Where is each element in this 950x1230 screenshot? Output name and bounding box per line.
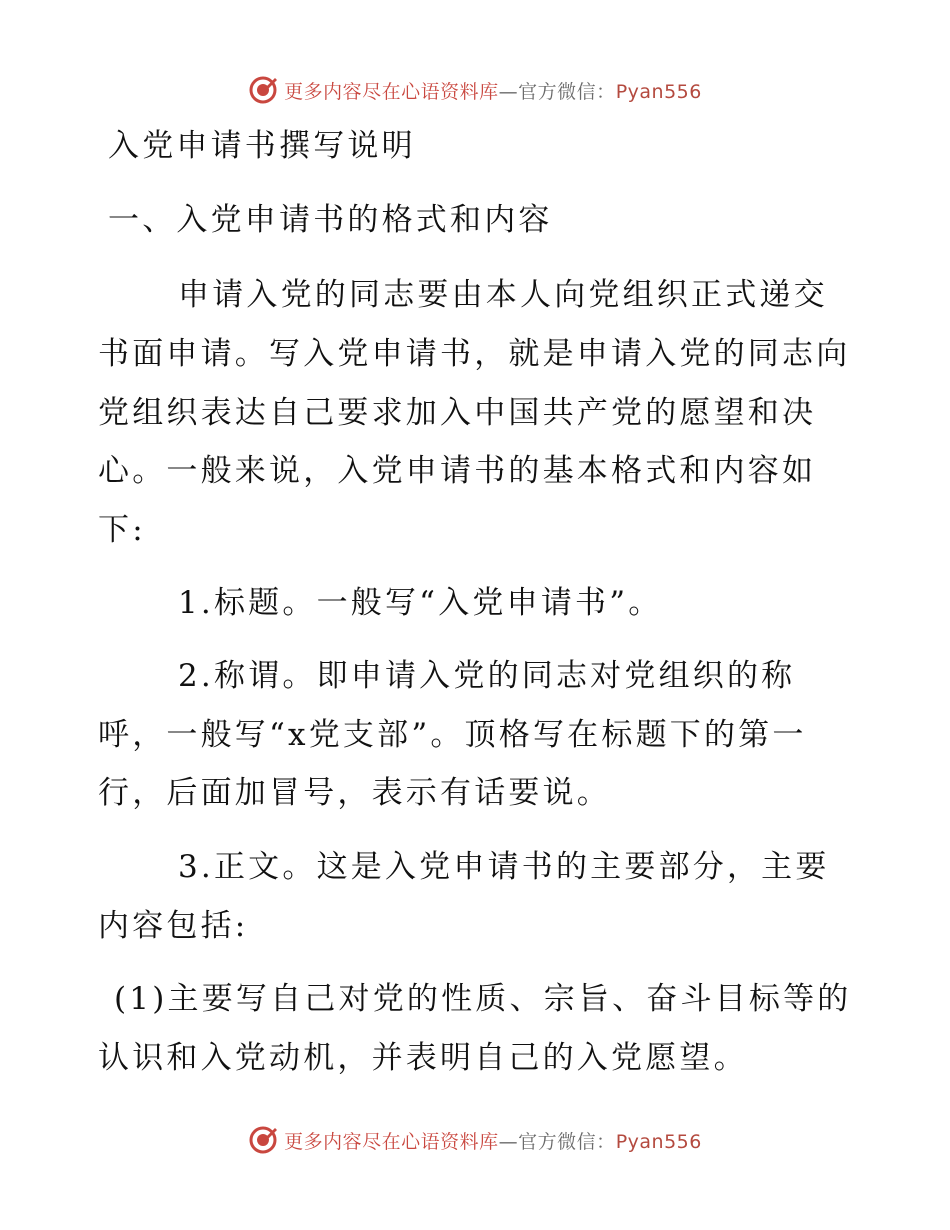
- watermark-wechat-id: Pyan556: [615, 1130, 702, 1153]
- document-title: 入党申请书撰写说明: [108, 128, 416, 164]
- header-watermark: [0, 70, 950, 110]
- watermark-main: 更多内容尽在心语资料库: [284, 80, 499, 103]
- paragraph-line: 下:: [98, 512, 146, 548]
- list-item: 3.正文。这是入党申请书的主要部分，主要: [178, 849, 830, 885]
- watermark-dash: —: [498, 1130, 519, 1153]
- watermark-wechat-id: Pyan556: [615, 80, 702, 103]
- paragraph-line: 党组织表达自己要求加入中国共产党的愿望和决: [98, 395, 817, 431]
- list-item-continuation: 行，后面加冒号，表示有话要说。: [98, 775, 611, 811]
- sub-item: (1)主要写自己对党的性质、宗旨、奋斗目标等的: [114, 981, 852, 1017]
- watermark-main: 更多内容尽在心语资料库: [284, 1130, 499, 1153]
- paragraph-line: 心。一般来说，入党申请书的基本格式和内容如: [98, 453, 817, 489]
- footer-watermark: [0, 1120, 950, 1160]
- watermark-dash: —: [498, 80, 519, 103]
- sub-item-continuation: 认识和入党动机，并表明自己的入党愿望。: [98, 1040, 748, 1076]
- watermark-wechat-label: 官方微信：: [518, 1130, 616, 1153]
- list-item: 2.称谓。即申请入党的同志对党组织的称: [178, 658, 796, 694]
- list-item-continuation: 内容包括:: [98, 908, 249, 944]
- pen-circle-icon: [248, 1125, 278, 1155]
- watermark-text: [284, 1127, 702, 1154]
- pen-circle-icon: [248, 75, 278, 105]
- list-item: 1.标题。一般写“入党申请书”。: [178, 585, 663, 621]
- paragraph-line: 书面申请。写入党申请书，就是申请入党的同志向: [98, 336, 851, 372]
- watermark-wechat-label: 官方微信：: [518, 80, 616, 103]
- watermark-text: [284, 77, 702, 104]
- paragraph-line: 申请入党的同志要由本人向党组织正式递交: [178, 277, 828, 313]
- section-heading: 一、入党申请书的格式和内容: [108, 202, 553, 238]
- list-item-continuation: 呼，一般写“x党支部”。顶格写在标题下的第一: [98, 717, 807, 753]
